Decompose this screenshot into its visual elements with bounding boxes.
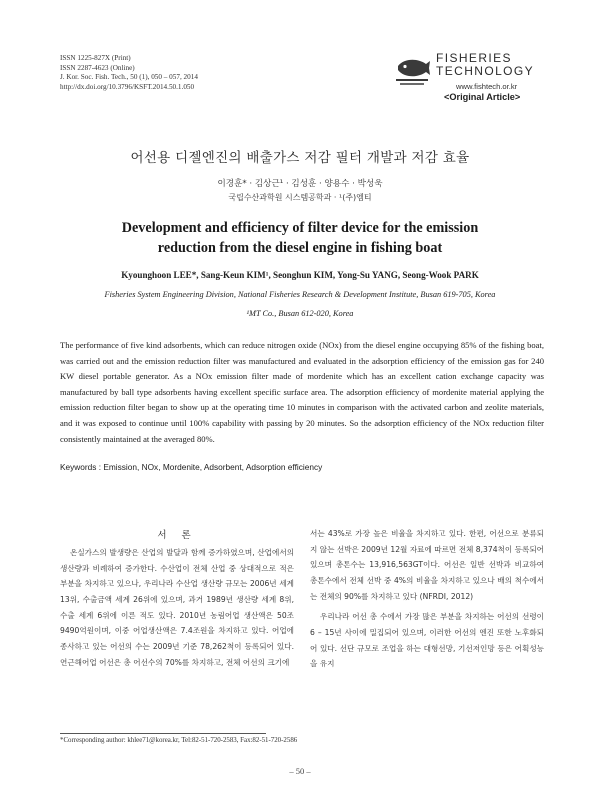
page-number: – 50 – bbox=[289, 766, 311, 776]
english-title-line1: Development and efficiency of filter device for the emission bbox=[121, 220, 479, 236]
keywords: Keywords : Emission, NOx, Mordenite, Adsorbent, Adsorption efficiency bbox=[60, 462, 323, 472]
body-column-right bbox=[310, 526, 544, 672]
korean-affiliation: 국립수산과학원 시스템공학과 · ¹(주)엠티 bbox=[228, 193, 372, 202]
english-authors: Kyounghoon LEE*, Sang-Keun KIM¹, Seonghun KIM, Yong-Su YANG, Seong-Wook PARK bbox=[121, 270, 479, 280]
logo-line-fisheries: FISHERIES bbox=[436, 51, 512, 65]
korean-authors: 이경훈* · 김상근¹ · 김성훈 · 양용수 · 박성욱 bbox=[217, 179, 383, 189]
journal-url[interactable]: www.fishtech.or.kr bbox=[456, 82, 518, 91]
fish-logo-icon bbox=[394, 52, 432, 88]
issn-print: ISSN 1225-827X (Print) bbox=[60, 54, 131, 62]
citation: J. Kor. Soc. Fish. Tech., 50 (1), 050 – 057, 2014 bbox=[60, 73, 198, 82]
english-affiliation bbox=[0, 285, 600, 323]
body-column-left bbox=[60, 545, 294, 670]
corresponding-author-footnote: *Corresponding author: khlee71@korea.kr, Tel:82-51-720-2583, Fax:82-51-720-2586 bbox=[60, 737, 298, 744]
logo-line-technology: TECHNOLOGY bbox=[436, 64, 535, 78]
english-title bbox=[0, 219, 600, 258]
english-title-line2: reduction from the diesel engine in fishing boat bbox=[157, 239, 443, 256]
issn-online: ISSN 2287-4623 (Online) bbox=[60, 63, 135, 72]
body-paragraph: 서는 43%로 가장 높은 비율을 차지하고 있다. 한편, 어선으로 분류되지 않는 선박은 2009년 12월 자료에 따르면 전체 8,374척이 등록되어 있으며 총톤수는 13,916,563GT이다. 어선은 일반 선박과 비교하여 총톤수에서 전체 선박 중 4%의 비율을 차지하고 있으나 배의 척수에서는 전체의 90%를 차지하고 있다 (NFRDI, 2012) bbox=[310, 529, 544, 601]
section-heading-introduction: 서 론 bbox=[157, 530, 197, 541]
footnote-divider bbox=[60, 733, 266, 734]
body-paragraph: 우리나라 어선 총 수에서 가장 많은 부분을 차지하는 어선의 선령이 6 – 15년 사이에 밀집되어 있으며, 이러한 어선의 엔진 또한 노후화되어 있다. 선단 규모로 조업을 하는 대형선망, 기선저인망 등은 어획성능을 유지 bbox=[310, 612, 544, 669]
affiliation-line2: ¹MT Co., Busan 612-020, Korea bbox=[246, 309, 354, 318]
article-type: <Original Article> bbox=[444, 92, 521, 102]
journal-logo bbox=[394, 48, 544, 108]
affiliation-line1: Fisheries System Engineering Division, National Fisheries Research & Development Institute, Busan 619-705, Korea bbox=[104, 290, 496, 299]
abstract: The performance of five kind adsorbents, which can reduce nitrogen oxide (NOx) from the diesel engine occupying 85% of the fishing boat, was carried out and the emission reduction filter was manufactured and evaluated in the adsorption efficiency of the emission gas for 240 KW diesel portable generator. As a NOx emission filter made of mordenite which has an excellent cation exchange capacity was manufactured by ball type adsorbents having excellent specific surface area. The adsorption efficiency of mordenite material applying the emission reduction filter began to show up at the operating time 10 minutes in comparison with the activated carbon and zeolite materials, and it was exposed to continue until 100% capability with passing by 20 minutes. So the adsorption efficiency of the NOx reduction filter consistently maintained at the averaged 80%. bbox=[60, 340, 544, 444]
korean-title: 어선용 디젤엔진의 배출가스 저감 필터 개발과 저감 효율 bbox=[130, 150, 470, 166]
doi-link[interactable]: http://dx.doi.org/10.3796/KSFT.2014.50.1.050 bbox=[60, 82, 195, 91]
journal-name bbox=[436, 52, 534, 78]
journal-meta bbox=[60, 54, 198, 92]
body-paragraph: 온실가스의 발생량은 산업의 발달과 함께 증가하였으며, 산업에서의 생산량과 비례하여 증가한다. 수산업이 전체 산업 중 상대적으로 적은 부분을 차지하고 있으나, 우리나라 수산업 생산량 규모는 2006년 세계 13위, 수출금액 세계 26위에 있으며, 과거 1989년 생산량 세계 8위, 수출 세계 6위에 이른 적도 있다. 2010년 농림어업 생산액은 50조 9490억원이며, 이중 어업생산액은 7.4조원을 차지하고 있다. 어업에 종사하고 있는 어선의 수는 2009년 기준 78,262척이 등록되어 있다. 연근해어업 어선은 총 어선수의 70%를 차지하고, 전체 어선의 크기에 bbox=[60, 548, 294, 667]
